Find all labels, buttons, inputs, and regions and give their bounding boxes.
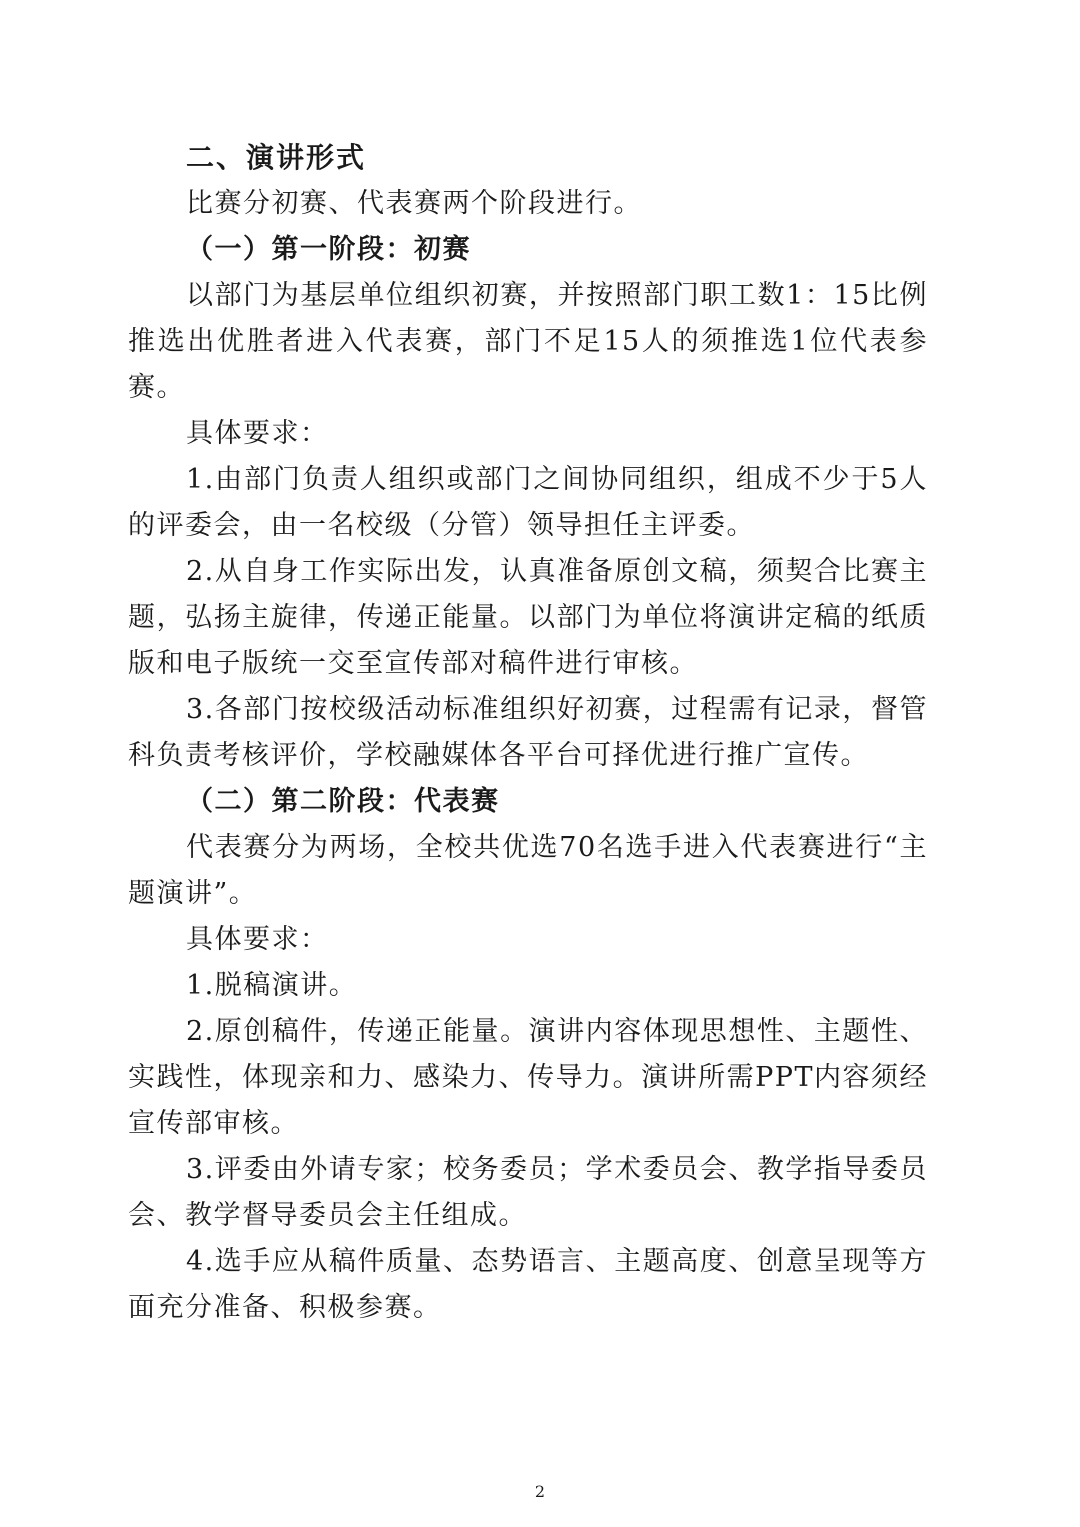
intro-paragraph: 比赛分初赛、代表赛两个阶段进行。 [186, 188, 642, 219]
stage1-item-2: 2.从自身工作实际出发，认真准备原创文稿，须契合比赛主题，弘扬主旋律，传递正能量。以部门为单位将演讲定稿的纸质版和电子版统一交至宣传部对稿件进行审核。 [128, 556, 928, 679]
stage2-item-4: 4.选手应从稿件质量、态势语言、主题高度、创意呈现等方面充分准备、积极参赛。 [128, 1246, 928, 1323]
stage1-requirements-label: 具体要求： [186, 418, 329, 449]
stage2-title: （二）第二阶段：代表赛 [186, 786, 500, 817]
stage2-paragraph: 代表赛分为两场，全校共优选70名选手进入代表赛进行“主题演讲”。 [128, 832, 928, 909]
stage1-paragraph: 以部门为基层单位组织初赛，并按照部门职工数1：15比例推选出优胜者进入代表赛，部门不足15人的须推选1位代表参赛。 [128, 280, 928, 403]
stage2-item-2: 2.原创稿件，传递正能量。演讲内容体现思想性、主题性、实践性，体现亲和力、感染力、传导力。演讲所需PPT内容须经宣传部审核。 [128, 1016, 928, 1139]
document-body [128, 135, 928, 1331]
section-title: 二、演讲形式 [186, 141, 367, 174]
page-number: 2 [534, 1482, 546, 1501]
stage2-item-3: 3.评委由外请专家；校务委员；学术委员会、教学指导委员会、教学督导委员会主任组成。 [128, 1154, 928, 1231]
stage1-title: （一）第一阶段：初赛 [186, 234, 471, 265]
stage2-requirements-label: 具体要求： [186, 924, 329, 955]
stage1-item-3: 3.各部门按校级活动标准组织好初赛，过程需有记录，督管科负责考核评价，学校融媒体各平台可择优进行推广宣传。 [128, 694, 928, 771]
stage1-item-1: 1.由部门负责人组织或部门之间协同组织，组成不少于5人的评委会，由一名校级（分管）领导担任主评委。 [128, 464, 928, 541]
stage2-item-1: 1.脱稿演讲。 [186, 970, 358, 1001]
